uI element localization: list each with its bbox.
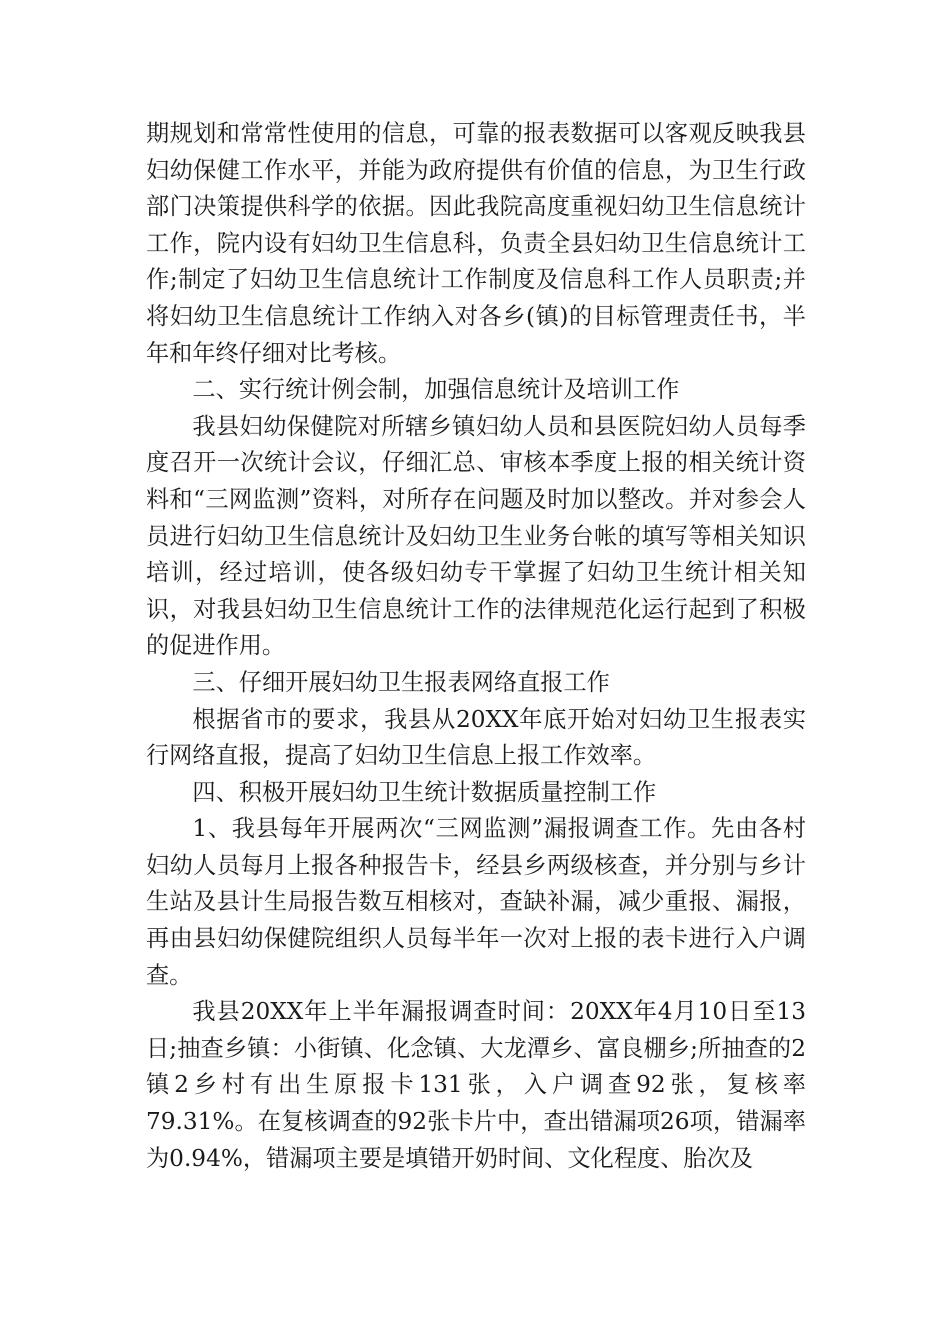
document-body	[146, 116, 806, 1177]
paragraph-continuation: 期规划和常常性使用的信息，可靠的报表数据可以客观反映我县妇幼保健工作水平，并能为政府提供有价值的信息，为卫生行政部门决策提供科学的依据。因此我院高度重视妇幼卫生信息统计工作，院内设有妇幼卫生信息科，负责全县妇幼卫生信息统计工作;制定了妇幼卫生信息统计工作制度及信息科工作人员职责;并将妇幼卫生信息统计工作纳入对各乡(镇)的目标管理责任书，半年和年终仔细对比考核。	[146, 120, 806, 367]
section-heading-4: 四、积极开展妇幼卫生统计数据质量控制工作	[192, 778, 657, 806]
paragraph-survey-details: 我县20XX年上半年漏报调查时间：20XX年4月10日至13日;抽查乡镇：小街镇、化念镇、大龙潭乡、富良棚乡;所抽查的2镇2乡村有出生原报卡131张，入户调查92张，复核率79.31%。在复核调查的92张卡片中，查出错漏项26项，错漏率为0.94%，错漏项主要是填错开奶时间、文化程度、胎次及	[146, 998, 806, 1172]
section-heading-2: 二、实行统计例会制，加强信息统计及培训工作	[192, 376, 680, 404]
paragraph-survey-item-1: 1、我县每年开展两次“三网监测”漏报调查工作。先由各村妇幼人员每月上报各种报告卡，经县乡两级核查，并分别与乡计生站及县计生局报告数互相核对，查缺补漏，减少重报、漏报，再由县妇幼保健院组织人员每半年一次对上报的表卡进行入户调查。	[146, 815, 806, 989]
paragraph-online-reporting: 根据省市的要求，我县从20XX年底开始对妇幼卫生报表实行网络直报，提高了妇幼卫生信息上报工作效率。	[146, 705, 806, 770]
section-heading-3: 三、仔细开展妇幼卫生报表网络直报工作	[192, 668, 610, 696]
paragraph-training: 我县妇幼保健院对所辖乡镇妇幼人员和县医院妇幼人员每季度召开一次统计会议，仔细汇总、审核本季度上报的相关统计资料和“三网监测”资料，对所存在问题及时加以整改。并对参会人员进行妇幼卫生信息统计及妇幼卫生业务台帐的填写等相关知识培训，经过培训，使各级妇幼专干掌握了妇幼卫生统计相关知识，对我县妇幼卫生信息统计工作的法律规范化运行起到了积极的促进作用。	[146, 412, 806, 660]
